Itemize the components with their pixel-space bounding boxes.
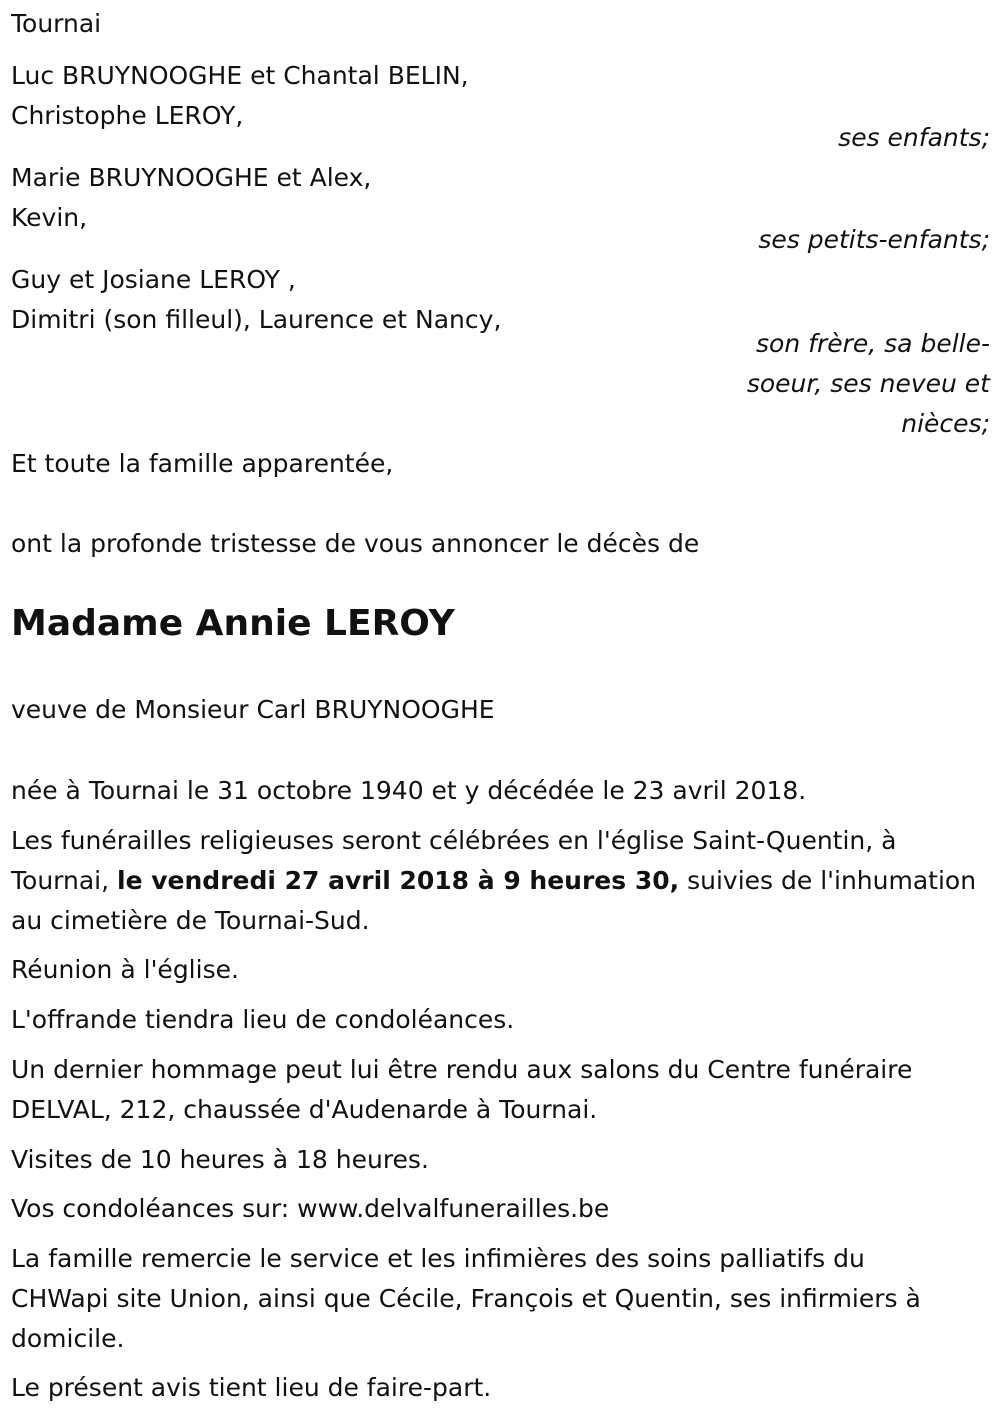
family-role: nièces; (901, 409, 990, 438)
funeral-text: Tournai, (11, 866, 118, 895)
offering: L'offrande tiendra lieu de condoléances. (11, 1005, 515, 1034)
extended-family: Et toute la famille apparentée, (11, 449, 394, 478)
family-line: Christophe LEROY, (11, 101, 244, 130)
family-role: soeur, ses neveu et (746, 369, 990, 398)
announcement: ont la profonde tristesse de vous annoncer le décès de (11, 529, 700, 558)
family-line: Luc BRUYNOOGHE et Chantal BELIN, (11, 61, 469, 90)
funeral-line (11, 861, 976, 901)
funeral-line: au cimetière de Tournai-Sud. (11, 906, 370, 935)
closing: Le présent avis tient lieu de faire-part. (11, 1373, 492, 1402)
thanks-line: La famille remercie le service et les infimières des soins palliatifs du (11, 1244, 865, 1273)
visits: Visites de 10 heures à 18 heures. (11, 1145, 429, 1174)
thanks-line: CHWapi site Union, ainsi que Cécile, François et Quentin, ses infirmiers à (11, 1284, 921, 1313)
widow-of: veuve de Monsieur Carl BRUYNOOGHE (11, 695, 495, 724)
meeting: Réunion à l'église. (11, 955, 239, 984)
deceased-name: Madame Annie LEROY (11, 603, 455, 644)
funeral-text: suivies de l'inhumation (679, 866, 977, 895)
family-line: Guy et Josiane LEROY , (11, 265, 296, 294)
family-role: son frère, sa belle- (756, 329, 990, 358)
family-role: ses petits-enfants; (758, 225, 990, 254)
funeral-line: Les funérailles religieuses seront célébrées en l'église Saint-Quentin, à (11, 826, 897, 855)
family-line: Dimitri (son filleul), Laurence et Nancy, (11, 305, 502, 334)
funeral-date: le vendredi 27 avril 2018 à 9 heures 30, (117, 866, 680, 895)
thanks-line: domicile. (11, 1324, 125, 1353)
family-line: Kevin, (11, 203, 88, 232)
family-role: ses enfants; (838, 123, 990, 152)
birth-death: née à Tournai le 31 octobre 1940 et y décédée le 23 avril 2018. (11, 776, 807, 805)
condolences: Vos condoléances sur: www.delvalfunerailles.be (11, 1194, 610, 1223)
family-line: Marie BRUYNOOGHE et Alex, (11, 163, 372, 192)
location: Tournai (11, 9, 102, 38)
tribute-line: Un dernier hommage peut lui être rendu aux salons du Centre funéraire (11, 1055, 913, 1084)
tribute-line: DELVAL, 212, chaussée d'Audenarde à Tournai. (11, 1095, 598, 1124)
